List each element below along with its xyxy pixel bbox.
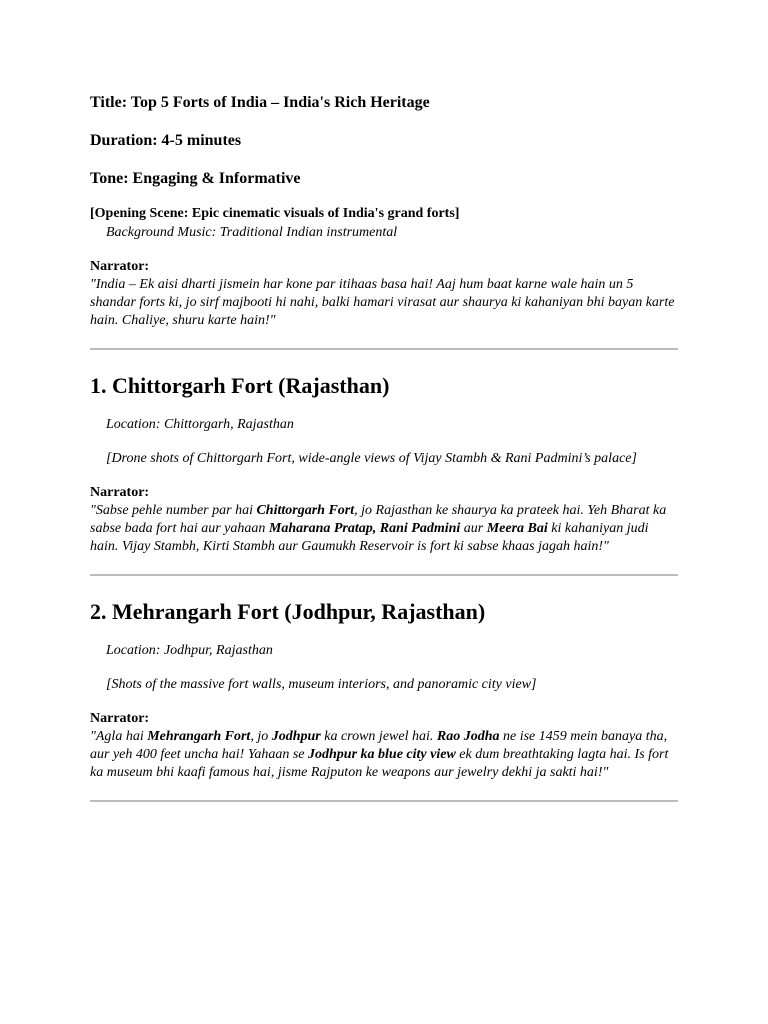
narration-text: ek dum breathtaking lagta hai. Is fort ka museum bhi kaafi famous hai, jisme Rajputon ke weapons aur jewelry dekhi ja sakti hai!" [90,747,669,780]
location-line: Location: Jodhpur, Rajasthan [106,643,273,658]
narrator-label: Narrator: [90,485,150,500]
mehrangarh-narration [90,728,678,782]
section-heading-mehrangarh: 2. Mehrangarh Fort (Jodhpur, Rajasthan) [90,599,486,624]
script-tone: Tone: Engaging & Informative [90,170,301,187]
section-heading-chittorgarh: 1. Chittorgarh Fort (Rajasthan) [90,373,390,398]
script-title: Title: Top 5 Forts of India – India's Rich Heritage [90,94,430,111]
spacer [90,242,678,258]
narration-text: , jo [250,729,272,744]
spacer [90,660,678,676]
narration-emphasis: Jodhpur ka blue city view [308,747,456,762]
narration-text: ka crown jewel hai. [320,729,437,744]
spacer [90,694,678,710]
spacer [90,434,678,450]
script-duration: Duration: 4-5 minutes [90,132,242,149]
narration-text: ne ise 1459 mein banaya tha, aur yeh 400 feet uncha hai! Yahaan se [90,729,668,762]
narration-emphasis: Mehrangarh Fort [147,729,251,744]
narration-text: , jo Rajasthan ke shaurya ka prateek hai. Yeh Bharat ka sabse bada fort hai aur yahaan [90,503,667,536]
shot-direction: [Shots of the massive fort walls, museum interiors, and panoramic city view] [106,677,537,692]
section-heading-wrap [90,576,678,642]
shot-direction: [Drone shots of Chittorgarh Fort, wide-angle views of Vijay Stambh & Rani Padmini’s palace] [106,451,637,466]
narration-emphasis: Jodhpur [271,729,321,744]
opening-scene-direction: [Opening Scene: Epic cinematic visuals of India's grand forts] [90,206,460,221]
narration-emphasis: Chittorgarh Fort [256,503,355,518]
narration-emphasis: Meera Bai [486,521,548,536]
narration-emphasis: Rao Jodha [436,729,500,744]
section-heading-wrap [90,350,678,416]
spacer [90,468,678,484]
narrator-label: Narrator: [90,711,150,726]
opening-narration: "India – Ek aisi dharti jismein har kone par itihaas basa hai! Aaj hum baat karne wale hain un 5 shandar forts ki, jo sirf majbooti hi nahi, balki hamari virasat aur shaurya ki kahaniyan bhi bayan karte hain. Chaliye, shuru karte hain!" [90,277,675,328]
location-line: Location: Chittorgarh, Rajasthan [106,417,294,432]
narration-text: "Agla hai [90,729,148,744]
narration-text: "Sabse pehle number par hai [90,503,257,518]
narration-text: ki kahaniyan judi hain. Vijay Stambh, Kirti Stambh aur Gaumukh Reservoir is fort ki sabse khaas jagah hain!" [90,521,649,554]
section-divider [90,800,678,802]
document-content [90,92,678,802]
background-music-note: Background Music: Traditional Indian instrumental [106,225,398,240]
narrator-label: Narrator: [90,259,150,274]
chittorgarh-narration [90,502,678,556]
narration-emphasis: Maharana Pratap, Rani Padmini [268,521,461,536]
narration-text: aur [460,521,487,536]
